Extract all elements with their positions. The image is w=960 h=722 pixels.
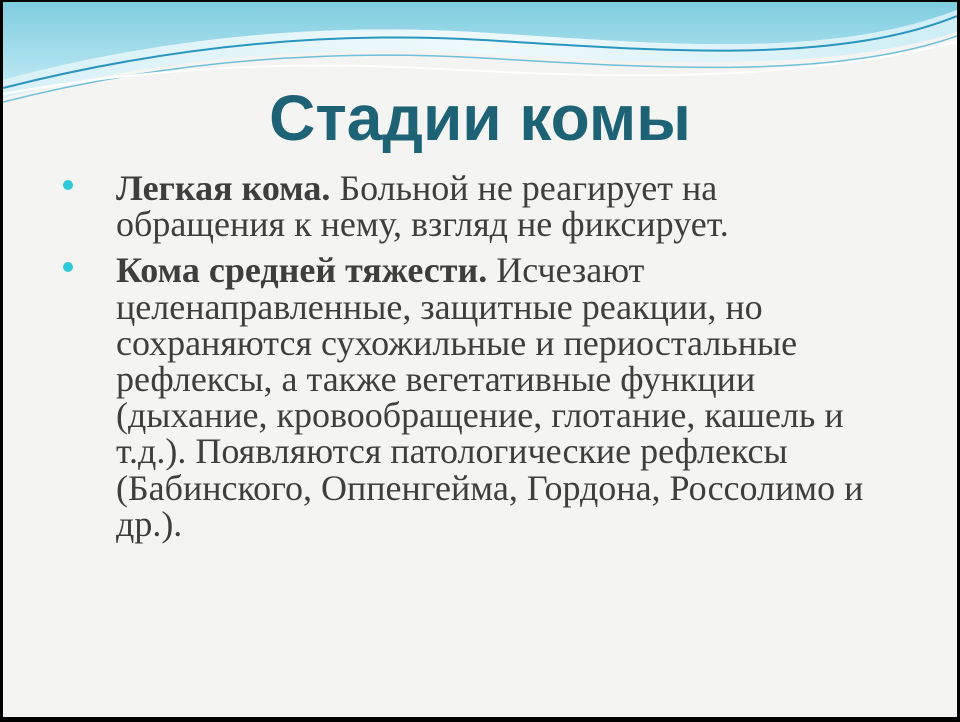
slide-title: Стадии комы	[269, 82, 691, 154]
slide	[3, 2, 957, 717]
bullet-dot-icon	[63, 262, 73, 272]
bullet-item-moderate-coma	[63, 252, 893, 542]
bullet-dot-icon	[63, 180, 73, 190]
bullet-list	[63, 170, 893, 552]
bullet-item-light-coma	[63, 168, 893, 245]
bullet-term: Кома средней тяжести.	[116, 250, 488, 291]
bullet-text: Больной не реагирует на обращения к нему, взгляд не фиксирует.	[116, 168, 729, 245]
bullet-term: Легкая кома.	[116, 168, 331, 208]
bullet-text: Исчезают целенаправленные, защитные реакции, но сохраняются сухожильные и периостальные рефлексы, а также вегетативные функции (дыхание, кровообращение, глотание, кашель и т.д.). Появляются патологические рефлексы (Бабинского, Оппенгейма, Гордона, Россолимо и др.).	[116, 250, 864, 544]
